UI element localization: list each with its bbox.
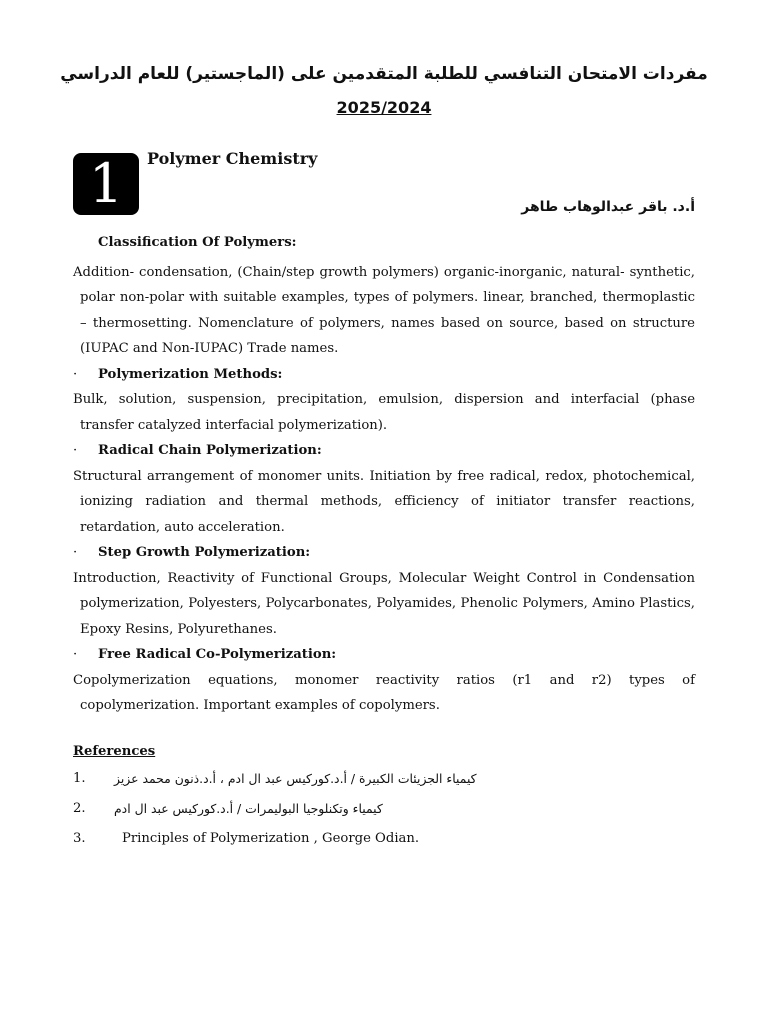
section-text: Addition- condensation, (Chain/step growth polymers) organic-inorganic, natural- synthetic, polar non-polar with suitable examples, types of polymers. linear, branched, thermoplastic – thermosetting. Nomenclature of polymers, names based on source, based on structure (IUPAC and Non-IUPAC) Trade names. bbox=[73, 264, 695, 356]
section-heading: · Free Radical Co-Polymerization: bbox=[73, 642, 695, 668]
reference-text: Principles of Polymerization , George Odian. bbox=[122, 831, 420, 846]
section-text: Bulk, solution, suspension, precipitation, emulsion, dispersion and interfacial (phase transfer catalyzed interfacial polymerization). bbox=[73, 392, 695, 433]
bullet-icon: · bbox=[73, 545, 78, 560]
section-heading: · Step Growth Polymerization: bbox=[73, 540, 695, 566]
reference-item bbox=[73, 824, 695, 854]
bullet-icon: · bbox=[73, 366, 78, 382]
section-text: Structural arrangement of monomer units. Initiation by free radical, redox, photochemical, ionizing radiation and thermal methods, efficiency of initiator transfer reactions, retardation, auto acceleration. bbox=[73, 468, 695, 535]
reference-text: كيمياء الجزيئات الكبيرة / أ.د.كوركيس عبد ال ادم ، أ.د.ذنون محمد عزيز bbox=[114, 771, 477, 786]
references-heading: References bbox=[73, 743, 156, 759]
section-text: Copolymerization equations, monomer reactivity ratios (r1 and r2) types of copolymerization. Important examples of copolymers. bbox=[73, 672, 695, 713]
reference-text: كيمياء وتكنلوجيا البوليمرات / أ.د.كوركيس عبد ال ادم bbox=[114, 801, 383, 816]
section-text: Introduction, Reactivity of Functional Groups, Molecular Weight Control in Condensation polymerization, Polyesters, Polycarbonates, Polyamides, Phenolic Polymers, Amino Plastics, Epoxy Resins, Polyurethanes. bbox=[73, 570, 695, 637]
reference-item bbox=[73, 764, 695, 794]
syllabus-content bbox=[73, 230, 695, 854]
reference-number: 3. bbox=[73, 831, 86, 846]
subject-number-badge bbox=[73, 153, 139, 215]
bullet-icon: · bbox=[73, 647, 78, 662]
subject-number: 1 bbox=[88, 152, 124, 215]
subject-title: Polymer Chemistry bbox=[147, 149, 318, 168]
reference-number: 2. bbox=[73, 801, 86, 816]
reference-item bbox=[73, 794, 695, 824]
section-heading: · Polymerization Methods: bbox=[73, 362, 695, 388]
section-heading: Classification Of Polymers: bbox=[98, 235, 297, 250]
document-header-arabic: مفردات الامتحان التنافسي للطلبة المتقدمين على (الماجستير) للعام الدراسي bbox=[60, 64, 708, 84]
reference-number: 1. bbox=[73, 771, 86, 786]
references-section bbox=[73, 739, 695, 855]
academic-year: 2025/2024 bbox=[336, 98, 432, 117]
section-heading: · Radical Chain Polymerization: bbox=[73, 438, 695, 464]
bullet-icon: · bbox=[73, 443, 78, 458]
author-name: أ.د. باقر عبدالوهاب طاهر bbox=[521, 199, 695, 215]
